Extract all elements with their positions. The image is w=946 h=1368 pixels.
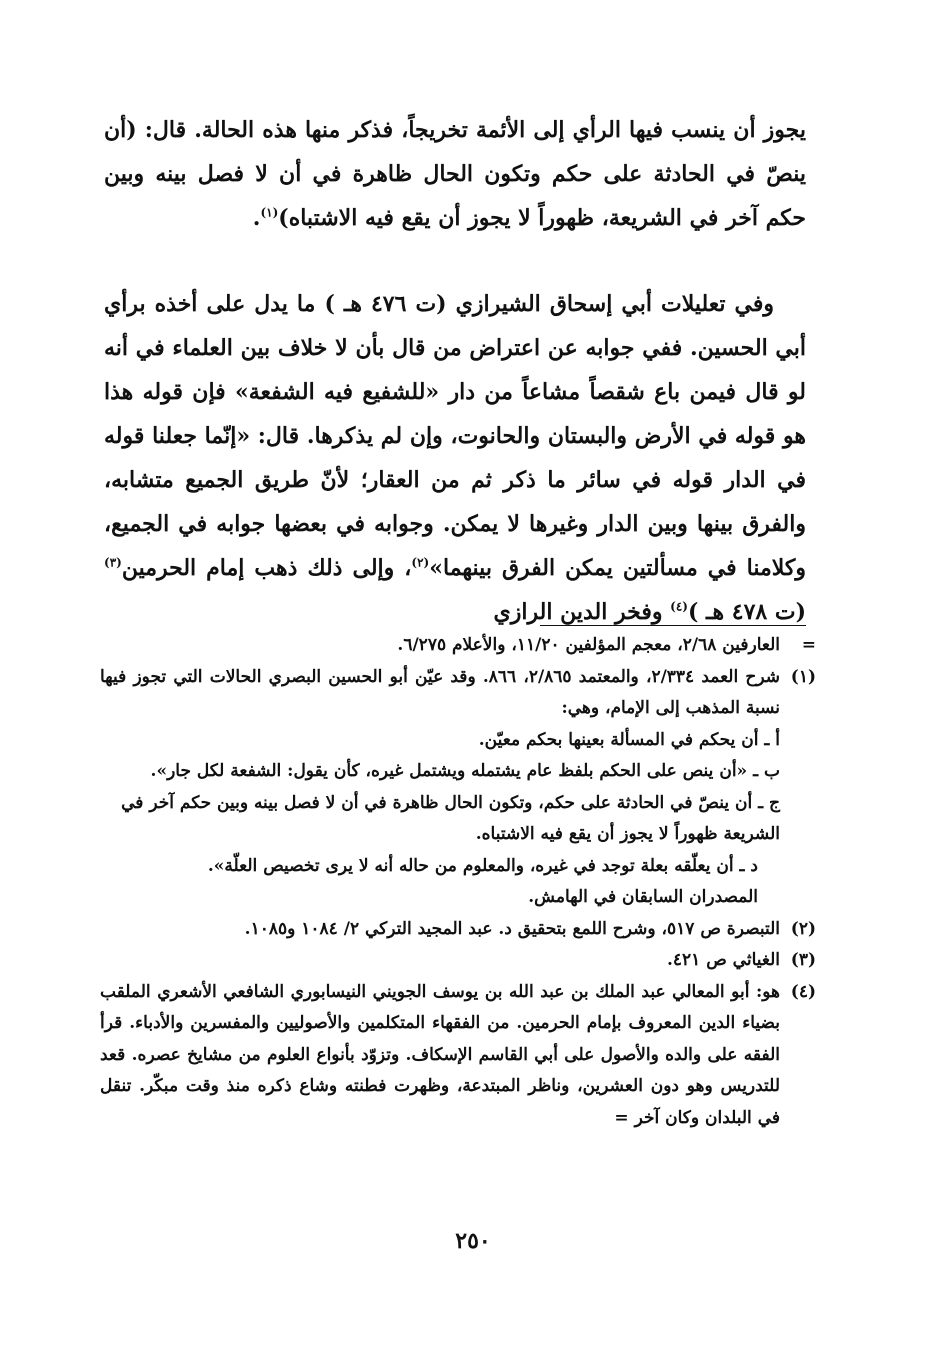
footnote-ref-2: (٢) bbox=[411, 555, 430, 570]
footnote-ref-4: (٤) bbox=[670, 599, 688, 614]
footnote-4 bbox=[100, 977, 816, 1135]
paragraph-2-part3: (ت ٤٧٨ هـ ) bbox=[687, 599, 806, 625]
footnote-ref-3: (٣) bbox=[104, 555, 122, 570]
footnote-2 bbox=[100, 914, 816, 946]
paragraph-2-part2: ، وإلى ذلك ذهب إمام الحرمين bbox=[121, 555, 412, 581]
footnote-3-number: (٣) bbox=[790, 950, 816, 970]
paragraph-2-text bbox=[104, 282, 806, 634]
footnote-3-text: الغياثي ص ٤٢١. bbox=[666, 950, 780, 970]
footnote-1-item-a: أ ـ أن يحكم في المسألة بعينها بحكم معيّن. bbox=[478, 729, 780, 750]
paragraph-1-text bbox=[104, 108, 806, 240]
continuation-text: العارفين ٢/٦٨، معجم المؤلفين ١١/٢٠، والأعلام ٦/٢٧٥. bbox=[397, 635, 780, 655]
paragraph-1-end: . bbox=[252, 205, 261, 231]
footnote-1-item-c: ج ـ أن ينصّ في الحادثة على حكم، وتكون الحال ظاهرة في أن لا فصل بينه وبين حكم آخر في الشريعة ظهوراً لا يجوز أن يقع فيه الاشتباه. bbox=[121, 792, 780, 844]
continuation-mark: = bbox=[801, 635, 816, 655]
footnote-1-number: (١) bbox=[790, 666, 816, 687]
footnote-1-item-b: ب ـ «أن ينص على الحكم بلفظ عام يشتمله ويشتمل غيره، كأن يقول: الشفعة لكل جار». bbox=[150, 761, 780, 781]
footnote-4-number: (٤) bbox=[790, 981, 816, 1002]
footnote-4-body: هو: أبو المعالي عبد الملك بن عبد الله بن يوسف الجويني النيسابوري الشافعي الأشعري الملقب بضياء الدين المعروف بإمام الحرمين. من الفقهاء المتكلمين والأصوليين والمفسرين والأدباء. قرأ الفقه على والده والأصول على أبي القاسم الإسكاف. وتزوّد بأنواع العلوم من مشايخ عصره. قعد للتدريس وهو دون العشرين، وناظر المبتدعة، وظهرت فطنته وشاع ذكره منذ وقت مبكّر. تنقل في البلدان وكان آخر bbox=[100, 981, 780, 1128]
footnote-continuation bbox=[100, 630, 816, 662]
footnote-1-text: شرح العمد ٢/٣٣٤، والمعتمد ٢/٨٦٥، ٨٦٦. وقد عيّن أبو الحسين البصري الحالات التي تجوز فيها نسبة المذهب إلى الإمام، وهي: bbox=[100, 666, 780, 718]
page-number: ٢٥٠ bbox=[455, 1228, 491, 1254]
footnote-1-item-d: د ـ أن يعلّقه بعلة توجد في غيره، والمعلوم من حاله أنه لا يرى تخصيص العلّة». bbox=[207, 855, 758, 876]
footnote-1-sources: المصدران السابقان في الهامش. bbox=[528, 887, 758, 907]
paragraph-1 bbox=[104, 108, 806, 240]
footnote-3 bbox=[100, 945, 816, 977]
footnote-1 bbox=[100, 662, 816, 725]
paragraph-1-body: يجوز أن ينسب فيها الرأي إلى الأئمة تخريجاً، فذكر منها هذه الحالة. قال: (أن ينصّ في الحادثة على حكم وتكون الحال ظاهرة في أن لا فصل بينه وبين حكم آخر في الشريعة، ظهوراً لا يجوز أن يقع فيه الاشتباه) bbox=[104, 117, 806, 231]
paragraph-2-part4: وفخر الدين الرازي bbox=[493, 599, 671, 625]
footnote-2-text: التبصرة ص ٥١٧، وشرح اللمع بتحقيق د. عبد المجيد التركي ٢/ ١٠٨٤ و١٠٨٥. bbox=[244, 918, 780, 939]
footnote-divider bbox=[540, 625, 806, 626]
footnote-4-text bbox=[100, 977, 780, 1135]
footnotes bbox=[100, 630, 816, 1134]
paragraph-2-part1: وفي تعليلات أبي إسحاق الشيرازي (ت ٤٧٦ هـ ) ما يدل على أخذه برأي أبي الحسين. ففي جوابه عن اعتراض من قال بأن لا خلاف بين العلماء في أنه لو قال فيمن باع شقصاً مشاعاً من دار «للشفيع فيه الشفعة» فإن قوله هذا هو قوله في الأرض والبستان والحانوت، وإن لم يذكرها. قال: «إنّما جعلنا قوله في الدار قوله في سائر ما ذكر ثم من العقار؛ لأنّ طريق الجميع متشابه، والفرق بينها وبين الدار وغيرها لا يمكن. وجوابه في بعضها جوابه في الجميع، وكلامنا في مسألتين يمكن الفرق بينهما» bbox=[104, 291, 806, 581]
footnote-2-number: (٢) bbox=[790, 918, 816, 939]
footnote-ref-1: (١) bbox=[260, 205, 279, 220]
footnote-4-continuation-mark: = bbox=[614, 1107, 629, 1128]
paragraph-2 bbox=[104, 282, 806, 634]
